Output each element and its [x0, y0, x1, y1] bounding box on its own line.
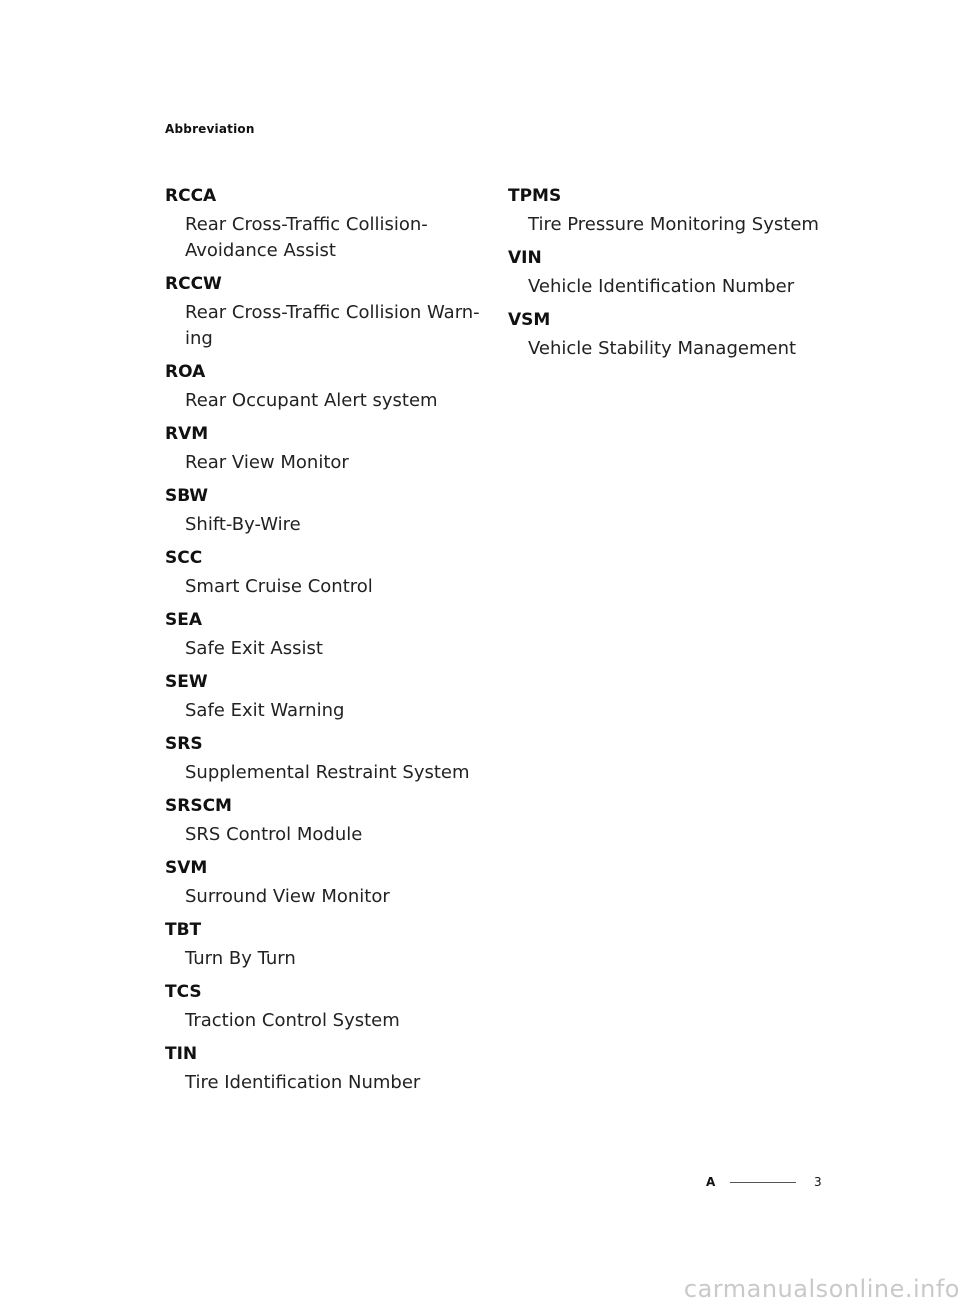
definition-line: ing	[185, 328, 213, 349]
abbreviation-definition	[508, 274, 838, 300]
abbreviation-definition	[508, 336, 838, 362]
definition-line: Surround View Monitor	[185, 886, 390, 907]
abbreviation-term: RCCW	[165, 274, 222, 294]
abbreviation-term: RCCA	[165, 186, 217, 206]
watermark: carmanualsonline.info	[683, 1275, 960, 1303]
footer-divider	[730, 1182, 796, 1183]
abbreviation-entry	[165, 271, 485, 352]
abbreviation-entry	[165, 855, 485, 910]
abbreviation-term: SBW	[165, 486, 209, 506]
definition-line: Safe Exit Warning	[185, 700, 345, 721]
abbreviation-definition	[165, 698, 485, 724]
abbreviation-entry	[165, 359, 485, 414]
definition-line: Tire Pressure Monitoring System	[528, 214, 819, 235]
abbreviation-definition	[165, 512, 485, 538]
abbreviation-term: TCS	[165, 982, 202, 1002]
definition-line: Safe Exit Assist	[185, 638, 323, 659]
abbreviation-definition	[165, 822, 485, 848]
abbreviation-entry	[165, 793, 485, 848]
definition-line: Vehicle Identification Number	[528, 276, 795, 297]
definition-line: Supplemental Restraint System	[185, 762, 470, 783]
abbreviation-definition	[165, 1070, 485, 1096]
abbreviation-definition	[165, 388, 485, 414]
abbreviation-list-left	[165, 183, 485, 1103]
abbreviation-definition	[165, 1008, 485, 1034]
definition-line: Rear Occupant Alert system	[185, 390, 438, 411]
abbreviation-entry	[165, 607, 485, 662]
abbreviation-definition	[165, 574, 485, 600]
abbreviation-term: SRS	[165, 734, 203, 754]
definition-line: Traction Control System	[185, 1010, 400, 1031]
abbreviation-term: TBT	[165, 920, 202, 940]
abbreviation-term: SEA	[165, 610, 203, 630]
abbreviation-definition	[165, 212, 485, 264]
abbreviation-definition	[165, 760, 485, 786]
definition-line: Avoidance Assist	[185, 240, 336, 261]
page-number: 3	[814, 1175, 822, 1189]
abbreviation-term: VIN	[508, 248, 542, 268]
page-footer	[706, 1173, 836, 1193]
abbreviation-term: TIN	[165, 1044, 198, 1064]
abbreviation-entry	[165, 669, 485, 724]
abbreviation-term: SVM	[165, 858, 208, 878]
abbreviation-definition	[508, 212, 838, 238]
abbreviation-term: ROA	[165, 362, 206, 382]
section-letter: A	[706, 1175, 716, 1189]
abbreviation-entry	[165, 731, 485, 786]
abbreviation-entry	[165, 917, 485, 972]
definition-line: Smart Cruise Control	[185, 576, 373, 597]
definition-line: Shift-By-Wire	[185, 514, 301, 535]
definition-line: Rear Cross-Traffic Collision Warn-	[185, 302, 480, 323]
abbreviation-entry	[508, 307, 838, 362]
definition-line: SRS Control Module	[185, 824, 363, 845]
abbreviation-entry	[508, 245, 838, 300]
definition-line: Rear View Monitor	[185, 452, 349, 473]
abbreviation-definition	[165, 636, 485, 662]
abbreviation-term: TPMS	[508, 186, 562, 206]
abbreviation-entry	[165, 545, 485, 600]
abbreviation-entry	[165, 421, 485, 476]
definition-line: Tire Identification Number	[185, 1072, 421, 1093]
abbreviation-term: SCC	[165, 548, 203, 568]
page-title: Abbreviation	[165, 122, 255, 136]
abbreviation-term: RVM	[165, 424, 209, 444]
abbreviation-term: SRSCM	[165, 796, 232, 816]
abbreviation-entry	[165, 979, 485, 1034]
abbreviation-term: SEW	[165, 672, 208, 692]
abbreviation-list-right	[508, 183, 838, 369]
definition-line: Rear Cross-Traffic Collision-	[185, 214, 428, 235]
definition-line: Turn By Turn	[185, 948, 296, 969]
definition-line: Vehicle Stability Management	[528, 338, 797, 359]
abbreviation-definition	[165, 946, 485, 972]
abbreviation-definition	[165, 300, 485, 352]
abbreviation-entry	[165, 1041, 485, 1096]
abbreviation-definition	[165, 884, 485, 910]
abbreviation-entry	[165, 483, 485, 538]
abbreviation-entry	[165, 183, 485, 264]
abbreviation-entry	[508, 183, 838, 238]
abbreviation-definition	[165, 450, 485, 476]
abbreviation-term: VSM	[508, 310, 551, 330]
